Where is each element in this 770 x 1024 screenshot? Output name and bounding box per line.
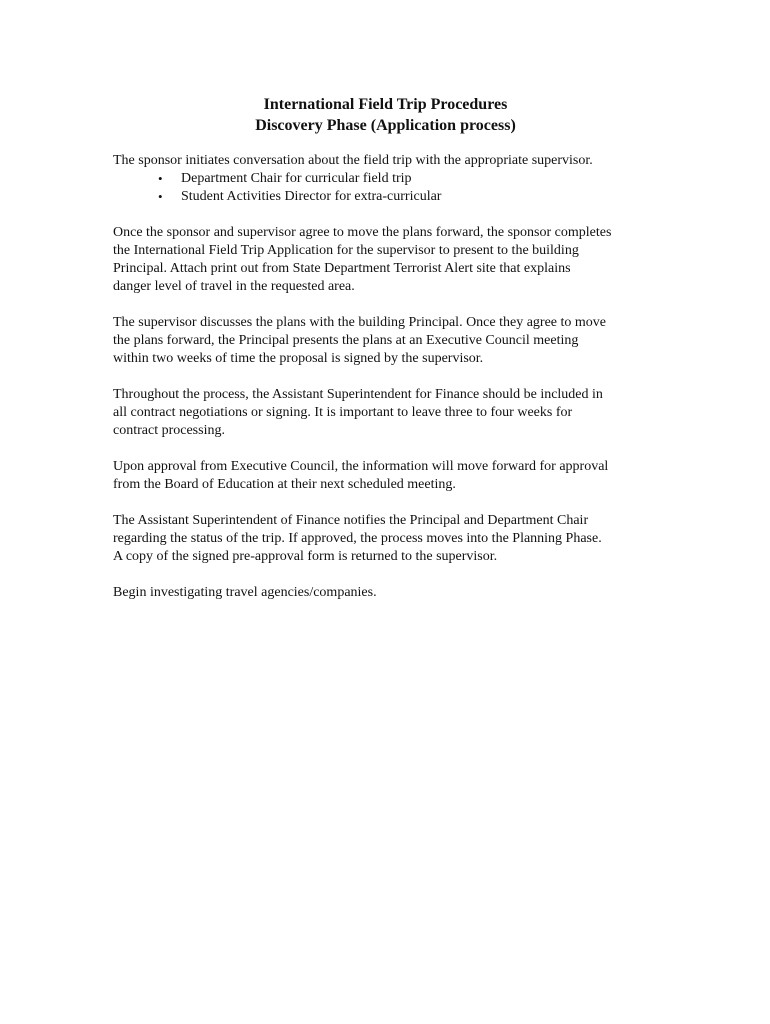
list-item [158,188,658,206]
supervisor-list [113,170,658,206]
document-title [113,94,658,136]
paragraph-principal [113,314,658,368]
paragraph-line: the International Field Trip Application for the supervisor to present to the building [113,243,579,258]
paragraph-line: Throughout the process, the Assistant Superintendent for Finance should be included in [113,387,603,402]
list-item-text: Student Activities Director for extra-curricular [181,189,442,204]
paragraph-application [113,224,658,296]
paragraph-line: Begin investigating travel agencies/companies. [113,585,377,600]
bullet-icon: • [158,171,163,186]
paragraph-line: The supervisor discusses the plans with the building Principal. Once they agree to move [113,315,607,330]
paragraph-line: contract processing. [113,423,225,438]
paragraph-line: all contract negotiations or signing. It is important to leave three to four weeks for [113,405,573,420]
list-item [158,170,658,188]
bullet-icon: • [158,189,163,204]
paragraph-line: Upon approval from Executive Council, the information will move forward for approval [113,459,609,474]
paragraph-line: regarding the status of the trip. If approved, the process moves into the Planning Phase. [113,531,602,546]
paragraph-line: A copy of the signed pre-approval form is returned to the supervisor. [113,549,498,564]
paragraph-finance [113,386,658,440]
paragraph-begin [113,584,658,602]
list-item-text: Department Chair for curricular field trip [181,171,412,186]
paragraph-line: the plans forward, the Principal presents the plans at an Executive Council meeting [113,333,579,348]
paragraph-line: The Assistant Superintendent of Finance notifies the Principal and Department Chair [113,513,589,528]
document-body [113,94,658,602]
paragraph-status [113,512,658,566]
intro-paragraph: The sponsor initiates conversation about the field trip with the appropriate supervisor. [113,153,593,168]
title-line-1: International Field Trip Procedures [263,96,508,113]
paragraph-line: Once the sponsor and supervisor agree to move the plans forward, the sponsor completes [113,225,612,240]
title-line-2: Discovery Phase (Application process) [255,117,516,134]
paragraph-line: within two weeks of time the proposal is signed by the supervisor. [113,351,484,366]
paragraph-line: danger level of travel in the requested area. [113,279,355,294]
paragraph-board [113,458,658,494]
paragraph-line: Principal. Attach print out from State Department Terrorist Alert site that explains [113,261,571,276]
paragraph-line: from the Board of Education at their next scheduled meeting. [113,477,456,492]
